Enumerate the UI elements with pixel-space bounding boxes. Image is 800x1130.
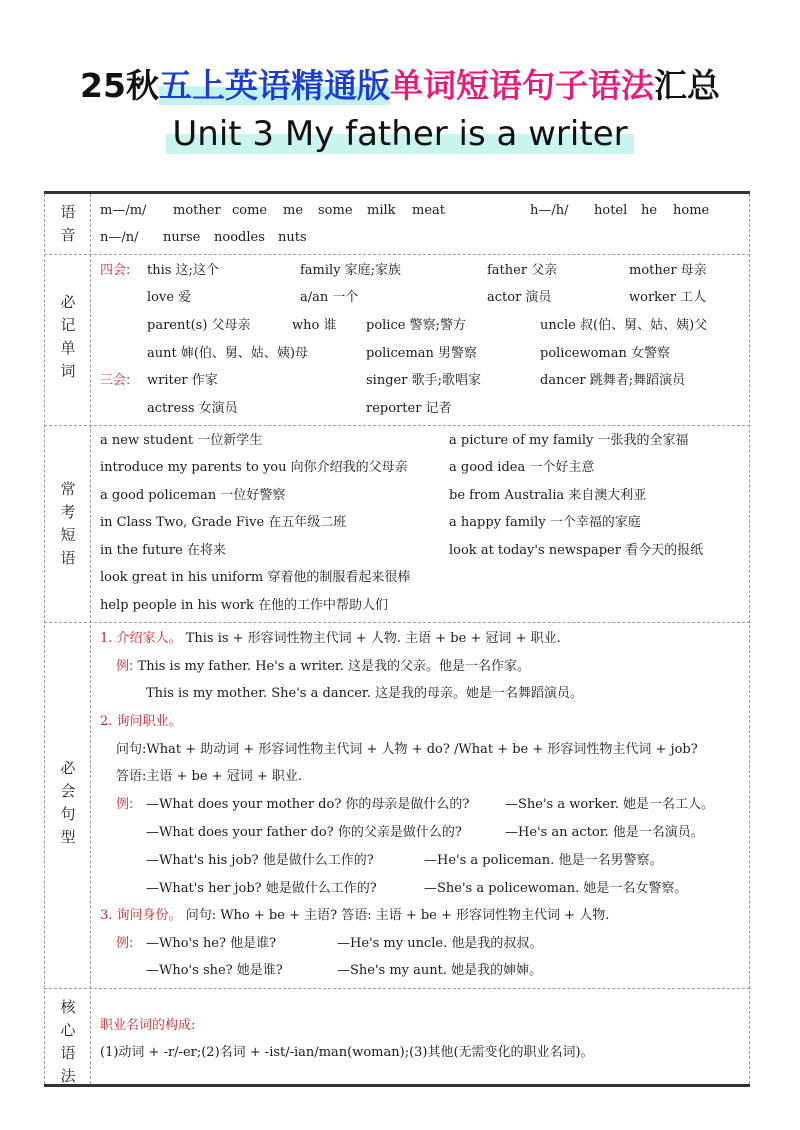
phonics-word: milk	[367, 203, 396, 218]
grammar-body: (1)动词 + -r/-er;(2)名词 + -ist/-ian/man(woman);(3)其他(无需变化的职业名词)。	[100, 1045, 594, 1060]
example-line: 例: This is my father. He's a writer. 这是我的父亲。他是一名作家。	[116, 659, 530, 674]
phrase-item: look at today's newspaper 看今天的报纸	[449, 543, 704, 558]
row-divider	[44, 254, 750, 255]
vocab-item: reporter 记者	[366, 401, 452, 416]
example-answer: —She's my aunt. 她是我的婶婶。	[337, 963, 543, 978]
vocab-item: actor 演员	[487, 290, 552, 305]
phrase-item: in Class Two, Grade Five 在五年级二班	[100, 515, 347, 530]
vocab-item: writer 作家	[147, 373, 218, 388]
page-title	[0, 62, 800, 110]
example-question: —What's her job? 她是做什么工作的?	[146, 881, 377, 896]
phrase-item: a good policeman 一位好警察	[100, 488, 286, 503]
vocab-item: policewoman 女警察	[540, 346, 670, 361]
label-pronunciation: 语 音	[60, 203, 76, 244]
example-tag: 例:	[116, 797, 134, 812]
example-answer: —He's an actor. 他是一名演员。	[505, 825, 704, 840]
phonics-word: nurse	[163, 230, 201, 245]
phrase-item: a new student 一位新学生	[100, 433, 263, 448]
phrase-item: a happy family 一个幸福的家庭	[449, 515, 641, 530]
vocab-item: this 这;这个	[147, 263, 219, 278]
phrase-item: be from Australia 来自澳大利亚	[449, 488, 647, 503]
four-skills-tag: 四会:	[100, 263, 131, 278]
example-question: —Who's he? 他是谁?	[146, 936, 277, 951]
vocab-item: aunt 婶(伯、舅、姑、姨)母	[147, 346, 308, 361]
unit-title: Unit 3 My father is a writer	[0, 110, 800, 158]
phonics-h-key: h—/h/	[530, 203, 569, 218]
phonics-word: me	[283, 203, 304, 218]
vocab-item: uncle 叔(伯、舅、姑、姨)父	[540, 318, 708, 333]
vocab-item: mother 母亲	[629, 263, 707, 278]
title-prefix: 25秋	[80, 66, 159, 105]
phrase-item: a good idea 一个好主意	[449, 460, 595, 475]
phonics-word: hotel	[594, 203, 628, 218]
sentence-pattern-2: 2. 询问职业。	[100, 714, 182, 729]
label-grammar: 核 心 语 法	[60, 998, 76, 1085]
vocab-item: actress 女演员	[147, 401, 238, 416]
row-divider	[44, 988, 750, 989]
vocab-item: parent(s) 父母亲	[147, 318, 251, 333]
example-tag: 例:	[116, 936, 134, 951]
phonics-word: nuts	[278, 230, 307, 245]
example-answer: —She's a policewoman. 她是一名女警察。	[424, 881, 688, 896]
phonics-word: he	[641, 203, 658, 218]
phonics-word: some	[318, 203, 353, 218]
question-rule: 问句:What + 助动词 + 形容词性物主代词 + 人物 + do? /What + be + 形容词性物主代词 + job?	[116, 742, 698, 757]
phrase-item: a picture of my family 一张我的全家福	[449, 433, 689, 448]
vocab-item: father 父亲	[487, 263, 558, 278]
example-question: —What's his job? 他是做什么工作的?	[146, 853, 374, 868]
three-skills-tag: 三会:	[100, 373, 131, 388]
vocab-item: dancer 跳舞者;舞蹈演员	[540, 373, 686, 388]
example-answer: —She's a worker. 她是一名工人。	[505, 797, 715, 812]
title-highlight: 五上英语精通版	[158, 66, 390, 105]
sentence-pattern-1: 1. 介绍家人。 This is + 形容词性物主代词 + 人物. 主语 + be + 冠词 + 职业.	[100, 631, 561, 646]
sentence-pattern-3: 3. 询问身份。 问句: Who + be + 主语? 答语: 主语 + be + 形容词性物主代词 + 人物.	[100, 908, 610, 923]
vocab-item: a/an 一个	[300, 290, 359, 305]
table-border-right	[749, 194, 750, 1084]
vocab-item: police 警察;警方	[366, 318, 466, 333]
row-divider	[44, 622, 750, 623]
example-answer: —He's a policeman. 他是一名男警察。	[424, 853, 663, 868]
phonics-word: mother	[173, 203, 221, 218]
example-question: —What does your mother do? 你的母亲是做什么的?	[146, 797, 470, 812]
label-phrases: 常 考 短 语	[60, 480, 76, 567]
example-question: —What does your father do? 你的父亲是做什么的?	[146, 825, 462, 840]
example-question: —Who's she? 她是谁?	[146, 963, 283, 978]
vocab-item: family 家庭;家族	[300, 263, 402, 278]
title-pink: 单词短语句子语法	[389, 66, 654, 105]
phrase-item: introduce my parents to you 向你介绍我的父母亲	[100, 460, 408, 475]
grammar-heading: 职业名词的构成:	[100, 1018, 196, 1033]
phrase-item: in the future 在将来	[100, 543, 226, 558]
label-vocabulary: 必 记 单 词	[60, 293, 76, 380]
phonics-word: meat	[412, 203, 445, 218]
phonics-n-key: n—/n/	[100, 230, 139, 245]
example-answer: —He's my uncle. 他是我的叔叔。	[337, 936, 543, 951]
phonics-word: come	[232, 203, 268, 218]
phonics-word: noodles	[214, 230, 265, 245]
table-border-left	[44, 194, 45, 1084]
phrase-item: look great in his uniform 穿着他的制服看起来很棒	[100, 570, 411, 585]
vocab-item: who 谁	[292, 318, 337, 333]
phrase-item: help people in his work 在他的工作中帮助人们	[100, 598, 388, 613]
vocab-item: love 爱	[147, 290, 192, 305]
example-line: This is my mother. She's a dancer. 这是我的母亲。她是一名舞蹈演员。	[146, 686, 583, 701]
vocab-item: worker 工人	[629, 290, 707, 305]
vocab-item: policeman 男警察	[366, 346, 478, 361]
label-sentences: 必 会 句 型	[60, 759, 76, 846]
title-suffix: 汇总	[653, 66, 720, 105]
answer-rule: 答语:主语 + be + 冠词 + 职业.	[116, 769, 302, 784]
table-label-divider	[90, 194, 91, 1084]
phonics-m-key: m—/m/	[100, 203, 147, 218]
row-divider	[44, 425, 750, 426]
phonics-word: home	[673, 203, 710, 218]
vocab-item: singer 歌手;歌唱家	[366, 373, 481, 388]
